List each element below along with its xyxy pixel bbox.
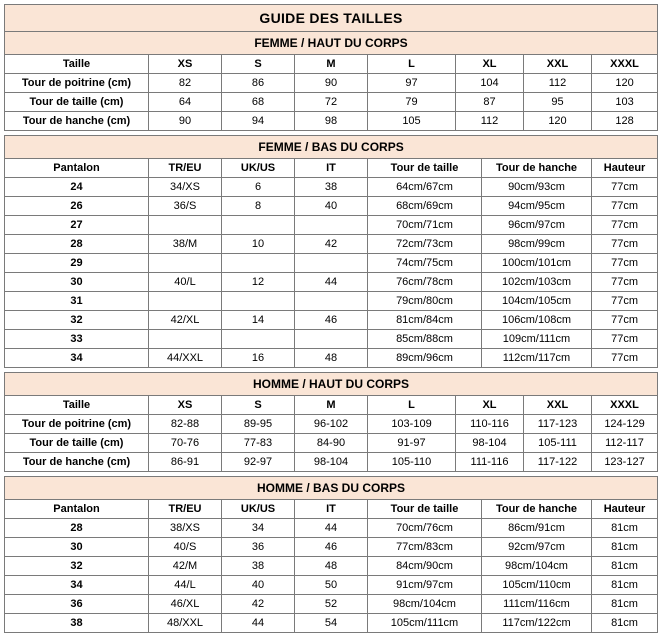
- table-cell: 81cm: [592, 519, 658, 538]
- section-heading-row-femme-haut: [5, 32, 658, 55]
- column-header: XS: [149, 55, 222, 74]
- table-cell: 38: [222, 557, 295, 576]
- row-label: 24: [5, 178, 149, 197]
- table-cell: 94: [222, 112, 295, 131]
- table-cell: 40: [222, 576, 295, 595]
- table-cell: 105: [368, 112, 456, 131]
- column-header: Pantalon: [5, 159, 149, 178]
- table-cell: 91-97: [368, 434, 456, 453]
- table-cell: 98-104: [456, 434, 524, 453]
- section-heading-row-femme-bas: [5, 136, 658, 159]
- table-cell: [149, 292, 222, 311]
- table-cell: 105-110: [368, 453, 456, 472]
- table-cell: 38: [295, 178, 368, 197]
- table-cell: 98cm/104cm: [482, 557, 592, 576]
- table-cell: 42: [222, 595, 295, 614]
- column-header: Tour de taille: [368, 159, 482, 178]
- row-label: 34: [5, 576, 149, 595]
- table-cell: 94cm/95cm: [482, 197, 592, 216]
- table-cell: 86: [222, 74, 295, 93]
- table-cell: 46: [295, 538, 368, 557]
- table-row: [5, 538, 658, 557]
- table-header-row: [5, 55, 658, 74]
- table-cell: 14: [222, 311, 295, 330]
- table-cell: 12: [222, 273, 295, 292]
- table-cell: 77-83: [222, 434, 295, 453]
- table-cell: 70cm/76cm: [368, 519, 482, 538]
- table-cell: 81cm: [592, 557, 658, 576]
- table-cell: 77cm/83cm: [368, 538, 482, 557]
- table-cell: 48: [295, 349, 368, 368]
- table-cell: 10: [222, 235, 295, 254]
- table-cell: 84-90: [295, 434, 368, 453]
- table-row: [5, 519, 658, 538]
- table-cell: 104cm/105cm: [482, 292, 592, 311]
- column-header: Taille: [5, 396, 149, 415]
- column-header: XXL: [524, 396, 592, 415]
- table-cell: 90: [149, 112, 222, 131]
- row-label: 30: [5, 273, 149, 292]
- table-cell: 86cm/91cm: [482, 519, 592, 538]
- table-cell: 64: [149, 93, 222, 112]
- table-cell: 36: [222, 538, 295, 557]
- column-header: UK/US: [222, 500, 295, 519]
- table-cell: 81cm: [592, 614, 658, 633]
- table-cell: 104: [456, 74, 524, 93]
- table-cell: 98-104: [295, 453, 368, 472]
- table-cell: 95: [524, 93, 592, 112]
- table-cell: [295, 254, 368, 273]
- table-row: [5, 311, 658, 330]
- row-label: 34: [5, 349, 149, 368]
- table-cell: 77cm: [592, 178, 658, 197]
- table-cell: 64cm/67cm: [368, 178, 482, 197]
- table-row: [5, 557, 658, 576]
- table-row: [5, 74, 658, 93]
- table-cell: 112-117: [592, 434, 658, 453]
- table-cell: 42/M: [149, 557, 222, 576]
- table-cell: 111-116: [456, 453, 524, 472]
- table-cell: 38/M: [149, 235, 222, 254]
- table-cell: 40: [295, 197, 368, 216]
- table-cell: 81cm: [592, 595, 658, 614]
- column-header: XS: [149, 396, 222, 415]
- table-cell: 16: [222, 349, 295, 368]
- table-header-row: [5, 500, 658, 519]
- column-header: Pantalon: [5, 500, 149, 519]
- table-cell: 34: [222, 519, 295, 538]
- table-cell: 68cm/69cm: [368, 197, 482, 216]
- table-cell: 81cm/84cm: [368, 311, 482, 330]
- table-row: [5, 453, 658, 472]
- section-heading-homme-haut: HOMME / HAUT DU CORPS: [5, 373, 658, 396]
- table-row: [5, 235, 658, 254]
- table-cell: 81cm: [592, 538, 658, 557]
- row-label: 31: [5, 292, 149, 311]
- table-cell: 77cm: [592, 349, 658, 368]
- table-cell: 40/L: [149, 273, 222, 292]
- table-row: [5, 112, 658, 131]
- column-header: IT: [295, 500, 368, 519]
- column-header: S: [222, 55, 295, 74]
- column-header: Hauteur: [592, 159, 658, 178]
- table-cell: 96-102: [295, 415, 368, 434]
- row-label: Tour de poitrine (cm): [5, 74, 149, 93]
- table-row: [5, 178, 658, 197]
- row-label: 38: [5, 614, 149, 633]
- column-header: UK/US: [222, 159, 295, 178]
- table-homme-bas-du-corps: [4, 476, 658, 633]
- table-cell: 6: [222, 178, 295, 197]
- table-cell: 46/XL: [149, 595, 222, 614]
- column-header: M: [295, 396, 368, 415]
- column-header: Tour de hanche: [482, 159, 592, 178]
- row-label: Tour de poitrine (cm): [5, 415, 149, 434]
- column-header: XXL: [524, 55, 592, 74]
- table-cell: 128: [592, 112, 658, 131]
- table-cell: 76cm/78cm: [368, 273, 482, 292]
- table-cell: 102cm/103cm: [482, 273, 592, 292]
- table-cell: 81cm: [592, 576, 658, 595]
- row-label: 36: [5, 595, 149, 614]
- table-cell: [295, 216, 368, 235]
- table-cell: 77cm: [592, 330, 658, 349]
- column-header: TR/EU: [149, 159, 222, 178]
- column-header: XL: [456, 55, 524, 74]
- page-title: GUIDE DES TAILLES: [5, 5, 658, 32]
- table-cell: 117-122: [524, 453, 592, 472]
- table-cell: 97: [368, 74, 456, 93]
- table-cell: [222, 254, 295, 273]
- table-row: [5, 93, 658, 112]
- table-cell: 84cm/90cm: [368, 557, 482, 576]
- table-cell: [149, 330, 222, 349]
- table-cell: 106cm/108cm: [482, 311, 592, 330]
- table-cell: 8: [222, 197, 295, 216]
- table-cell: 50: [295, 576, 368, 595]
- column-header: XL: [456, 396, 524, 415]
- row-label: Tour de hanche (cm): [5, 453, 149, 472]
- table-row: [5, 349, 658, 368]
- column-header: L: [368, 396, 456, 415]
- table-cell: 77cm: [592, 273, 658, 292]
- column-header: Taille: [5, 55, 149, 74]
- row-label: 30: [5, 538, 149, 557]
- table-row: [5, 434, 658, 453]
- table-cell: 112: [524, 74, 592, 93]
- table-cell: 36/S: [149, 197, 222, 216]
- row-label: 32: [5, 557, 149, 576]
- table-cell: 105cm/111cm: [368, 614, 482, 633]
- table-cell: 98cm/104cm: [368, 595, 482, 614]
- section-heading-femme-bas: FEMME / BAS DU CORPS: [5, 136, 658, 159]
- table-cell: 44/XXL: [149, 349, 222, 368]
- table-cell: 124-129: [592, 415, 658, 434]
- row-label: Tour de taille (cm): [5, 434, 149, 453]
- table-row: [5, 415, 658, 434]
- table-cell: 48: [295, 557, 368, 576]
- table-cell: 91cm/97cm: [368, 576, 482, 595]
- table-cell: 89cm/96cm: [368, 349, 482, 368]
- table-cell: [222, 292, 295, 311]
- column-header: TR/EU: [149, 500, 222, 519]
- section-heading-row-homme-bas: [5, 477, 658, 500]
- table-cell: 70cm/71cm: [368, 216, 482, 235]
- table-cell: 34/XS: [149, 178, 222, 197]
- table-header-row: [5, 159, 658, 178]
- row-label: 29: [5, 254, 149, 273]
- table-cell: 82: [149, 74, 222, 93]
- table-cell: 109cm/111cm: [482, 330, 592, 349]
- row-label: 26: [5, 197, 149, 216]
- table-cell: 68: [222, 93, 295, 112]
- table-cell: 103: [592, 93, 658, 112]
- table-cell: [295, 330, 368, 349]
- column-header: L: [368, 55, 456, 74]
- table-cell: 85cm/88cm: [368, 330, 482, 349]
- column-header: XXXL: [592, 396, 658, 415]
- table-cell: 120: [592, 74, 658, 93]
- section-heading-femme-haut: FEMME / HAUT DU CORPS: [5, 32, 658, 55]
- table-row: [5, 254, 658, 273]
- column-header: XXXL: [592, 55, 658, 74]
- column-header: S: [222, 396, 295, 415]
- row-label: Tour de hanche (cm): [5, 112, 149, 131]
- table-cell: 82-88: [149, 415, 222, 434]
- table-row: [5, 273, 658, 292]
- column-header: Tour de taille: [368, 500, 482, 519]
- row-label: 32: [5, 311, 149, 330]
- table-cell: 98cm/99cm: [482, 235, 592, 254]
- table-cell: 111cm/116cm: [482, 595, 592, 614]
- table-cell: 42/XL: [149, 311, 222, 330]
- table-cell: [295, 292, 368, 311]
- document-title-row: [5, 5, 658, 32]
- table-cell: [222, 216, 295, 235]
- table-cell: 92cm/97cm: [482, 538, 592, 557]
- table-cell: 120: [524, 112, 592, 131]
- table-cell: 117-123: [524, 415, 592, 434]
- table-cell: 70-76: [149, 434, 222, 453]
- table-cell: [149, 254, 222, 273]
- table-cell: 90cm/93cm: [482, 178, 592, 197]
- row-label: 28: [5, 235, 149, 254]
- row-label: 28: [5, 519, 149, 538]
- table-cell: 105-111: [524, 434, 592, 453]
- row-label: 33: [5, 330, 149, 349]
- section-heading-row-homme-haut: [5, 373, 658, 396]
- section-heading-homme-bas: HOMME / BAS DU CORPS: [5, 477, 658, 500]
- table-cell: 46: [295, 311, 368, 330]
- table-header-row: [5, 396, 658, 415]
- row-label: Tour de taille (cm): [5, 93, 149, 112]
- table-cell: 86-91: [149, 453, 222, 472]
- table-cell: 77cm: [592, 216, 658, 235]
- table-cell: 98: [295, 112, 368, 131]
- table-cell: 117cm/122cm: [482, 614, 592, 633]
- table-row: [5, 216, 658, 235]
- table-cell: 112: [456, 112, 524, 131]
- table-row: [5, 197, 658, 216]
- table-cell: 123-127: [592, 453, 658, 472]
- table-cell: 89-95: [222, 415, 295, 434]
- table-cell: 44: [222, 614, 295, 633]
- table-cell: 112cm/117cm: [482, 349, 592, 368]
- column-header: Tour de hanche: [482, 500, 592, 519]
- row-label: 27: [5, 216, 149, 235]
- table-cell: 87: [456, 93, 524, 112]
- table-cell: 77cm: [592, 292, 658, 311]
- table-cell: 38/XS: [149, 519, 222, 538]
- table-cell: 90: [295, 74, 368, 93]
- table-cell: 92-97: [222, 453, 295, 472]
- table-cell: 77cm: [592, 197, 658, 216]
- table-cell: 54: [295, 614, 368, 633]
- table-row: [5, 595, 658, 614]
- table-cell: 72: [295, 93, 368, 112]
- table-cell: 110-116: [456, 415, 524, 434]
- table-cell: 74cm/75cm: [368, 254, 482, 273]
- table-cell: 44: [295, 519, 368, 538]
- table-femme-haut-du-corps: [4, 4, 658, 131]
- table-cell: 79cm/80cm: [368, 292, 482, 311]
- table-cell: 96cm/97cm: [482, 216, 592, 235]
- column-header: M: [295, 55, 368, 74]
- table-cell: 44/L: [149, 576, 222, 595]
- table-cell: 40/S: [149, 538, 222, 557]
- table-cell: 79: [368, 93, 456, 112]
- table-cell: 103-109: [368, 415, 456, 434]
- table-homme-haut-du-corps: [4, 372, 658, 472]
- table-cell: 44: [295, 273, 368, 292]
- table-row: [5, 330, 658, 349]
- column-header: IT: [295, 159, 368, 178]
- table-cell: 77cm: [592, 311, 658, 330]
- table-cell: [149, 216, 222, 235]
- table-cell: 105cm/110cm: [482, 576, 592, 595]
- table-cell: 77cm: [592, 254, 658, 273]
- table-femme-bas-du-corps: [4, 135, 658, 368]
- table-row: [5, 614, 658, 633]
- table-cell: 77cm: [592, 235, 658, 254]
- table-cell: 52: [295, 595, 368, 614]
- table-cell: [222, 330, 295, 349]
- table-cell: 48/XXL: [149, 614, 222, 633]
- table-cell: 42: [295, 235, 368, 254]
- column-header: Hauteur: [592, 500, 658, 519]
- table-cell: 72cm/73cm: [368, 235, 482, 254]
- table-row: [5, 292, 658, 311]
- table-cell: 100cm/101cm: [482, 254, 592, 273]
- table-row: [5, 576, 658, 595]
